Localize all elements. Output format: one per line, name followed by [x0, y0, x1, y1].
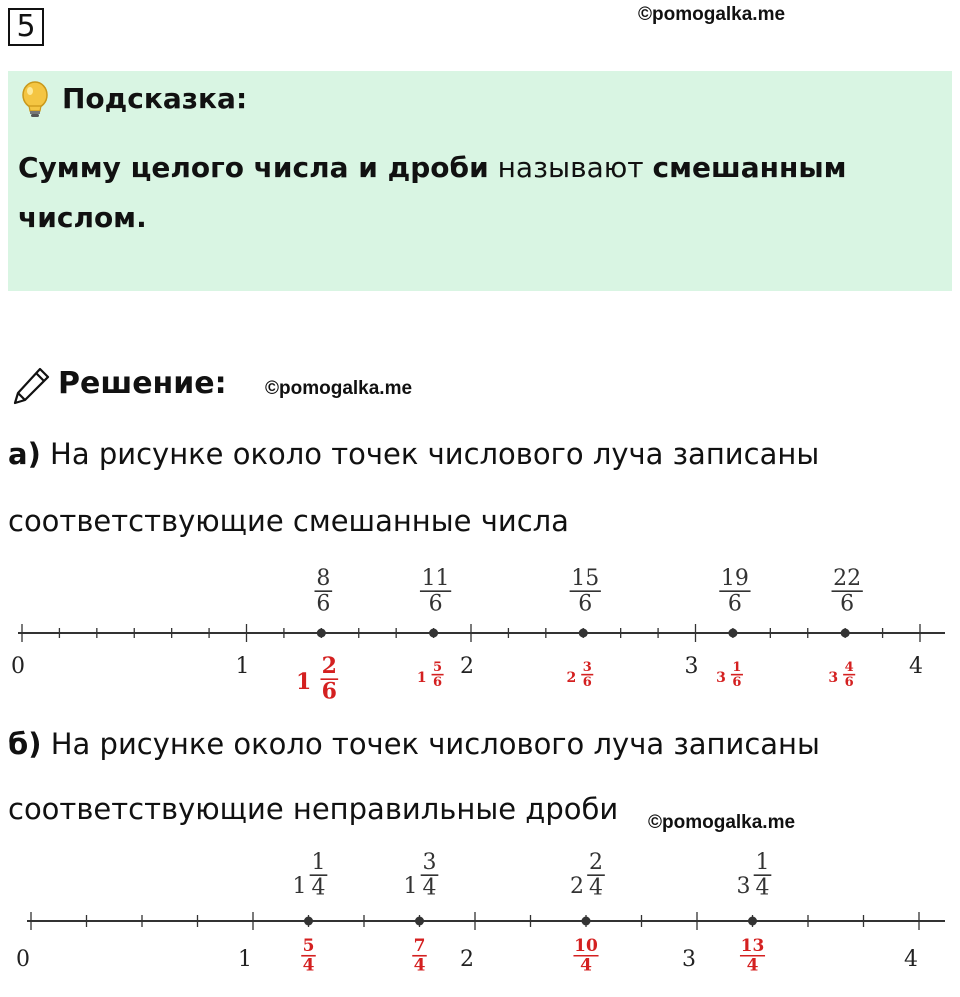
mixed-fraction-numerator: 1: [755, 850, 770, 875]
part-b-text: На рисунке около точек числового луча записаны: [41, 727, 820, 761]
point-dot: [304, 917, 313, 926]
axis-label: 4: [909, 654, 923, 679]
axis-label: 0: [11, 654, 25, 679]
mixed-fraction-denominator: 6: [732, 674, 742, 690]
improper-fraction-denominator: 4: [746, 955, 759, 976]
lightbulb-icon: [18, 80, 52, 120]
point-dot: [317, 629, 326, 638]
improper-fraction-denominator: 4: [580, 955, 592, 976]
improper-fraction-denominator: 4: [413, 955, 426, 976]
improper-fraction-numerator: 19: [720, 566, 749, 591]
hint-bold-2: смешанным числом.: [18, 151, 847, 234]
hint-title: Подсказка:: [62, 82, 248, 115]
mixed-whole: 2: [570, 874, 584, 899]
improper-fraction-numerator: 22: [833, 566, 862, 591]
mixed-fraction-numerator: 1: [732, 660, 742, 675]
improper-fraction-numerator: 8: [316, 566, 331, 591]
part-b-line1: [8, 726, 820, 762]
number-line-a: [0, 560, 960, 710]
improper-fraction-denominator: 6: [428, 591, 443, 617]
mixed-fraction-numerator: 2: [589, 850, 603, 875]
part-a-line1: [8, 436, 819, 472]
mixed-whole: 3: [716, 670, 726, 686]
point-dot: [579, 629, 588, 638]
mixed-fraction-denominator: 6: [582, 674, 592, 690]
axis-label: 1: [235, 654, 250, 679]
mixed-whole: 3: [736, 874, 751, 899]
mixed-fraction-numerator: 2: [321, 653, 337, 679]
part-a-line2: соответствующие смешанные числа: [8, 504, 569, 538]
mixed-whole: 1: [416, 670, 427, 686]
task-number: 5: [8, 8, 44, 46]
mixed-whole: 1: [292, 874, 307, 899]
hint-bold-1: Сумму целого числа и дроби: [18, 151, 489, 184]
hint-text: [18, 143, 918, 243]
mixed-fraction-numerator: 3: [582, 660, 592, 675]
part-b-line2: соответствующие неправильные дроби: [8, 792, 619, 826]
mixed-fraction-denominator: 6: [433, 674, 443, 690]
point-dot: [841, 629, 850, 638]
watermark: ©pomogalka.me: [265, 378, 413, 399]
pencil-icon: [10, 363, 54, 407]
mixed-fraction-denominator: 4: [311, 875, 326, 901]
mixed-fraction-denominator: 6: [844, 674, 854, 690]
mixed-fraction-numerator: 4: [844, 660, 854, 675]
part-b-label: б): [8, 727, 42, 761]
axis-label: 1: [238, 947, 252, 972]
improper-fraction-denominator: 6: [316, 591, 331, 617]
mixed-fraction-numerator: 3: [422, 850, 437, 875]
point-dot: [748, 917, 757, 926]
improper-fraction-numerator: 15: [571, 566, 600, 591]
axis-label: 3: [684, 654, 699, 679]
mixed-fraction-denominator: 6: [321, 678, 337, 705]
part-a-label: а): [8, 437, 41, 471]
point-dot: [582, 917, 591, 926]
axis-label: 2: [460, 947, 474, 972]
number-line-b: [0, 845, 960, 997]
solution-title: Решение:: [58, 366, 227, 401]
improper-fraction-denominator: 6: [727, 591, 742, 617]
hint-normal: называют: [488, 151, 653, 184]
point-dot: [728, 629, 737, 638]
mixed-whole: 2: [566, 670, 577, 686]
mixed-fraction-denominator: 4: [755, 875, 770, 901]
mixed-fraction-numerator: 5: [433, 660, 443, 675]
point-dot: [429, 629, 438, 638]
mixed-fraction-denominator: 4: [589, 875, 603, 901]
improper-fraction-numerator: 5: [302, 936, 315, 956]
axis-label: 2: [460, 654, 474, 679]
part-a-text: На рисунке около точек числового луча записаны: [40, 437, 820, 471]
mixed-whole: 1: [296, 669, 312, 695]
improper-fraction-denominator: 6: [840, 591, 855, 617]
watermark: ©pomogalka.me: [648, 812, 796, 833]
axis-label: 0: [16, 947, 30, 972]
improper-fraction-numerator: 11: [421, 566, 450, 591]
axis-label: 3: [682, 947, 696, 972]
axis-label: 4: [904, 947, 918, 972]
mixed-whole: 3: [828, 670, 839, 686]
watermark: ©pomogalka.me: [638, 4, 786, 25]
improper-fraction-numerator: 7: [413, 936, 426, 956]
improper-fraction-denominator: 6: [578, 591, 593, 617]
mixed-whole: 1: [403, 874, 418, 899]
mixed-fraction-denominator: 4: [422, 875, 437, 901]
point-dot: [415, 917, 424, 926]
improper-fraction-denominator: 4: [302, 955, 315, 976]
mixed-fraction-numerator: 1: [311, 850, 326, 875]
improper-fraction-numerator: 13: [740, 936, 765, 956]
improper-fraction-numerator: 10: [574, 936, 598, 956]
